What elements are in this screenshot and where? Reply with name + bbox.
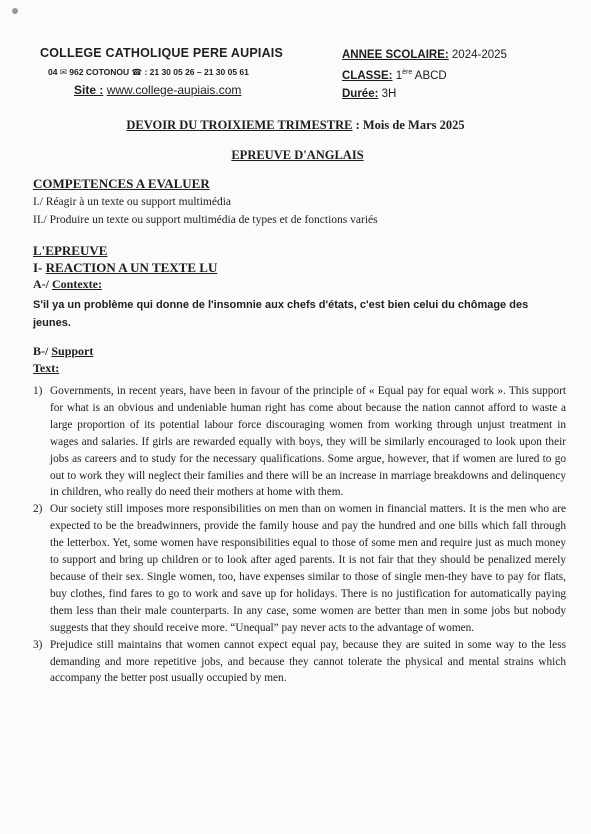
class-value-series: ABCD — [414, 69, 447, 82]
epreuve-heading: L'EPREUVE — [33, 243, 108, 258]
support-section — [33, 344, 93, 376]
devoir-title-main: DEVOIR DU TROIXIEME TRIMESTRE — [126, 118, 353, 132]
epreuve-title — [0, 148, 591, 163]
competences-section — [33, 176, 378, 226]
devoir-title-date: : Mois de Mars 2025 — [355, 118, 465, 132]
school-site — [40, 83, 310, 97]
class-value-suffix: ère — [402, 69, 413, 76]
site-link[interactable]: www.college-aupiais.com — [106, 83, 242, 97]
paragraph-2 — [33, 501, 566, 636]
contexte-prefix: A-/ — [33, 277, 49, 291]
paragraph-text: Governments, in recent years, have been in favour of the principle of « Equal pay for equal work ». This support for what is an obvious and undeniable human right has come about because the nation cannot afford to waste a large proportion of its potential labour force discouraging women from working through unjust treatment in wages and salaries. If girls are rewarded equally with boys, they will be similarly encouraged to look upon their jobs as careers and to study for the necessary qualifications. Some argue, however, that if women are lured to go out to work they will neglect their families and there will be an increase in marriage breakdowns and delinquency in children, who really do need their mothers at home with them. — [50, 385, 566, 499]
contexte-label-row — [33, 277, 217, 292]
part1-title — [33, 260, 217, 276]
paragraph-number: 2) — [33, 503, 43, 516]
support-label: Support — [51, 344, 94, 358]
duration-row — [342, 85, 562, 103]
paragraph-1 — [33, 383, 566, 501]
competence-item-2: II./ Produire un texte ou support multimédia de types et de fonctions variés — [33, 214, 378, 226]
support-label-row — [33, 344, 93, 359]
part1-prefix: I- — [33, 260, 43, 275]
school-year-row — [342, 46, 562, 64]
class-value-number: 1 — [395, 69, 403, 82]
text-label: Text: — [33, 361, 60, 375]
duration-label: Durée: — [342, 87, 379, 100]
site-label: Site : — [74, 83, 104, 97]
contexte-text: S'il ya un problème qui donne de l'insomnie aux chefs d'états, c'est bien celui du chômage des jeunes. — [33, 299, 529, 329]
paragraph-number: 1) — [33, 385, 43, 397]
competence-item-1: I./ Réagir à un texte ou support multimédia — [33, 196, 232, 208]
competences-heading: COMPETENCES A EVALUER — [33, 176, 210, 191]
page-dot-mark — [12, 8, 18, 14]
paragraph-text: Our society still imposes more responsibilities on men than on women in financial matters. It is the men who are expected to be the breadwinners, provide the family house and pay the hundred and one bills which fall through the letterbox. Yet, some women have responsibilities equal to those of some men and require just as much money to support and bring up children or to look after aged parents. It is not fair that they should be penalized merely because of their sex. Single women, too, have expenses similar to those of single men-they have to pay for flats, buy clothes, find fares to go to work and save up for holidays. There is no justification for automatically paying them less than their male counterparts. In any case, some women are better than men in some jobs but nobody suggests that they should receive more. “Unequal” pay never acts to the advantage of women. — [50, 503, 566, 634]
paragraph-3 — [33, 637, 566, 688]
reading-text — [33, 383, 566, 687]
epreuve-title-text: EPREUVE D'ANGLAIS — [231, 148, 364, 162]
paragraph-text: Prejudice still maintains that women cannot expect equal pay, because they are suited in some way to the less demanding and more repetitive jobs, and because they cannot tolerate the physical and mental strains which accompany the better post usually occupied by men. — [50, 638, 566, 685]
class-label: CLASSE: — [342, 69, 393, 82]
duration-value: 3H — [381, 87, 397, 100]
devoir-title — [0, 118, 591, 133]
school-year-value: 2024-2025 — [451, 49, 507, 61]
contexte-label: Contexte: — [52, 277, 102, 291]
paragraph-number: 3) — [33, 638, 43, 651]
school-header — [40, 46, 310, 97]
exam-info — [342, 46, 562, 103]
class-row — [342, 64, 562, 85]
support-prefix: B-/ — [33, 344, 49, 358]
school-contact: 04 ✉ 962 COTONOU ☎ : 21 30 05 26 – 21 30 05 61 — [48, 67, 249, 77]
school-year-label: ANNEE SCOLAIRE: — [342, 49, 449, 61]
part1-title-text: REACTION A UN TEXTE LU — [45, 260, 218, 275]
school-name: COLLEGE CATHOLIQUE PERE AUPIAIS — [40, 46, 284, 60]
epreuve-section-heading — [33, 243, 217, 292]
